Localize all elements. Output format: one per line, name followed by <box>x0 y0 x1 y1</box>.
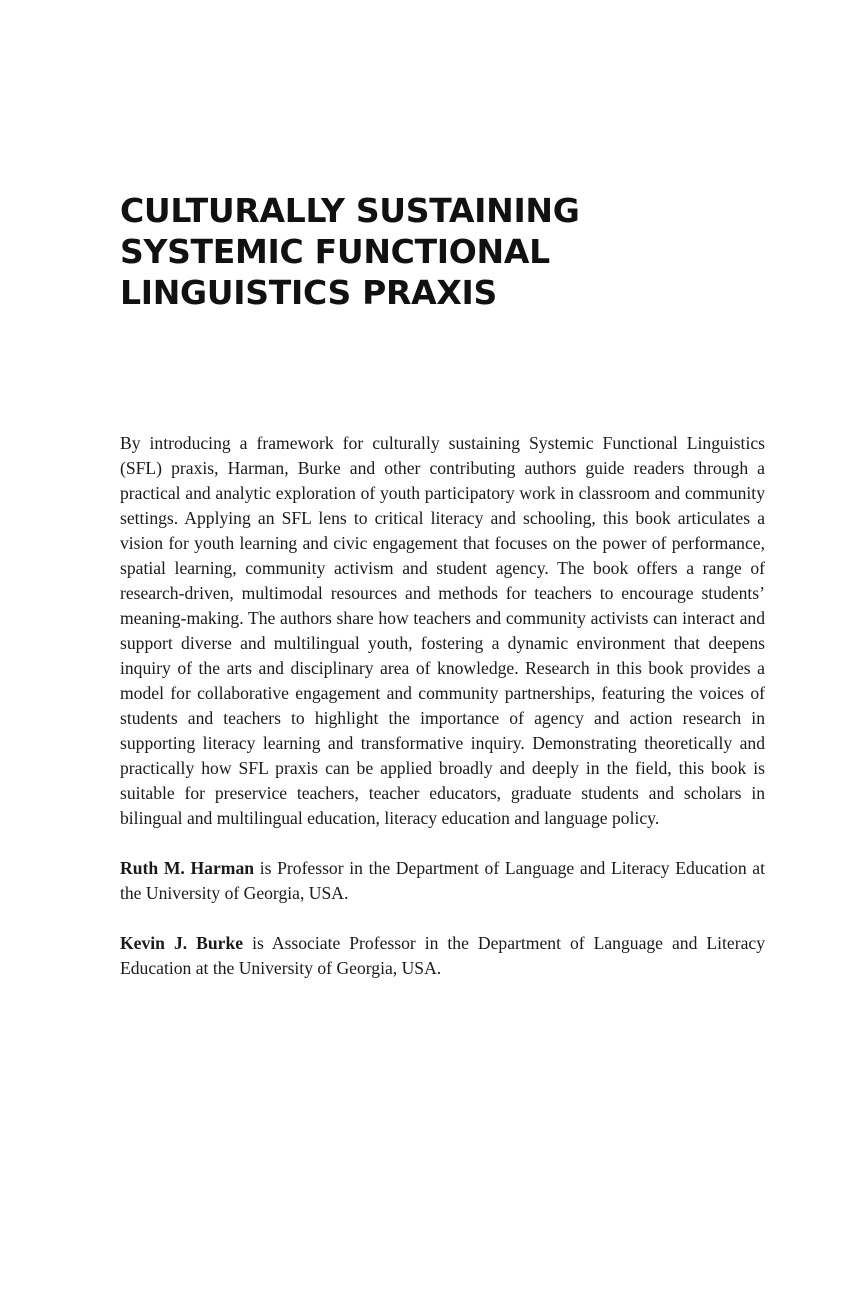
book-title <box>120 190 760 313</box>
book-description: By introducing a framework for culturally sustaining Systemic Functional Linguistics (SFL) praxis, Harman, Burke and other contributing authors guide readers through a practical and analytic exploration of youth participatory work in classroom and community settings. Applying an SFL lens to critical literacy and schooling, this book articulates a vision for youth learning and civic engagement that focuses on the power of performance, spatial learning, community activism and student agency. The book offers a range of research-driven, multimodal resources and methods for teachers to encourage students’ meaning-making. The authors share how teachers and community activists can interact and support diverse and multilingual youth, fostering a dynamic environment that deepens inquiry of the arts and disciplinary area of knowledge. Research in this book provides a model for collaborative engagement and community partnerships, featuring the voices of students and teachers to highlight the importance of agency and action research in supporting literacy learning and transformative inquiry. Demonstrating theoretically and practically how SFL praxis can be applied broadly and deeply in the field, this book is suitable for preservice teachers, teacher educators, graduate students and scholars in bilingual and multilingual education, literacy education and language policy. <box>120 433 765 828</box>
author-bio-text: is Associate Professor in the Department of Language and Literacy Education at the University of Georgia, USA. <box>120 933 765 978</box>
author-bio <box>120 856 765 906</box>
author-name: Kevin J. Burke <box>120 933 244 953</box>
title-line: CULTURALLY SUSTAINING <box>120 191 580 230</box>
author-bio-text: is Professor in the Department of Language and Literacy Education at the University of Georgia, USA. <box>120 858 765 903</box>
author-bio <box>120 931 765 981</box>
title-line: SYSTEMIC FUNCTIONAL <box>120 232 550 271</box>
author-name: Ruth M. Harman <box>120 858 255 878</box>
book-blurb <box>120 431 765 981</box>
title-line: LINGUISTICS PRAXIS <box>120 273 497 312</box>
